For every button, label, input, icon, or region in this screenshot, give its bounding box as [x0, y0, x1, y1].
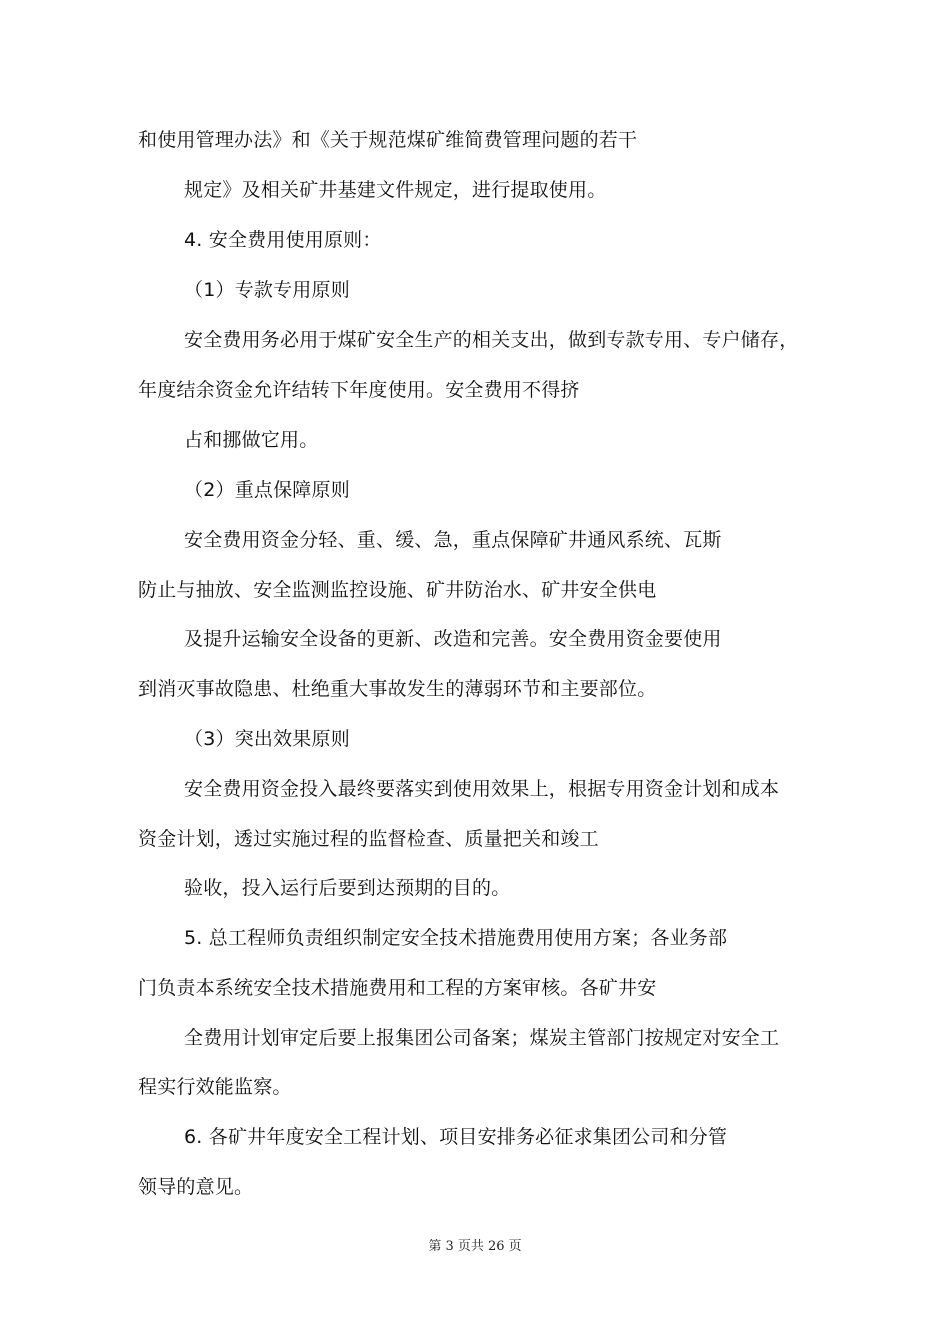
text-line: 安全费用务必用于煤矿安全生产的相关支出，做到专款专用、专户储存， [184, 329, 799, 351]
text-line: 资金计划，透过实施过程的监督检查、质量把关和竣工 [138, 828, 599, 850]
text-line: 防止与抽放、安全监测监控设施、矿井防治水、矿井安全供电 [138, 579, 657, 601]
text-line: 和使用管理办法》和《关于规范煤矿维简费管理问题的若干 [138, 129, 638, 151]
text-line: 程实行效能监察。 [138, 1076, 292, 1098]
text-line: 年度结余资金允许结转下年度使用。安全费用不得挤 [138, 379, 580, 401]
text-line: 安全费用资金分轻、重、缓、急，重点保障矿井通风系统、瓦斯 [184, 529, 722, 551]
text-line: 4. 安全费用使用原则： [184, 229, 382, 251]
page-number-footer: 第 3 页共 26 页 [428, 1239, 522, 1254]
text-line: 领导的意见。 [138, 1176, 254, 1198]
text-line: 6. 各矿井年度安全工程计划、项目安排务必征求集团公司和分管 [184, 1126, 728, 1148]
text-line: 5. 总工程师负责组织制定安全技术措施费用使用方案；各业务部 [184, 927, 728, 949]
text-line: 安全费用资金投入最终要落实到使用效果上，根据专用资金计划和成本 [184, 778, 780, 800]
text-line: （1）专款专用原则 [184, 279, 350, 301]
text-line: 占和挪做它用。 [184, 429, 319, 451]
text-line: 规定》及相关矿井基建文件规定，进行提取使用。 [184, 179, 607, 201]
text-line: 门负责本系统安全技术措施费用和工程的方案审核。各矿井安 [138, 977, 657, 999]
text-line: （3）突出效果原则 [184, 728, 350, 750]
text-line: 验收，投入运行后要到达预期的目的。 [184, 877, 511, 899]
text-line: 到消灭事故隐患、杜绝重大事故发生的薄弱环节和主要部位。 [138, 678, 657, 700]
text-line: （2）重点保障原则 [184, 479, 350, 501]
text-line: 全费用计划审定后要上报集团公司备案；煤炭主管部门按规定对安全工 [184, 1027, 780, 1049]
text-line: 及提升运输安全设备的更新、改造和完善。安全费用资金要使用 [184, 628, 722, 650]
